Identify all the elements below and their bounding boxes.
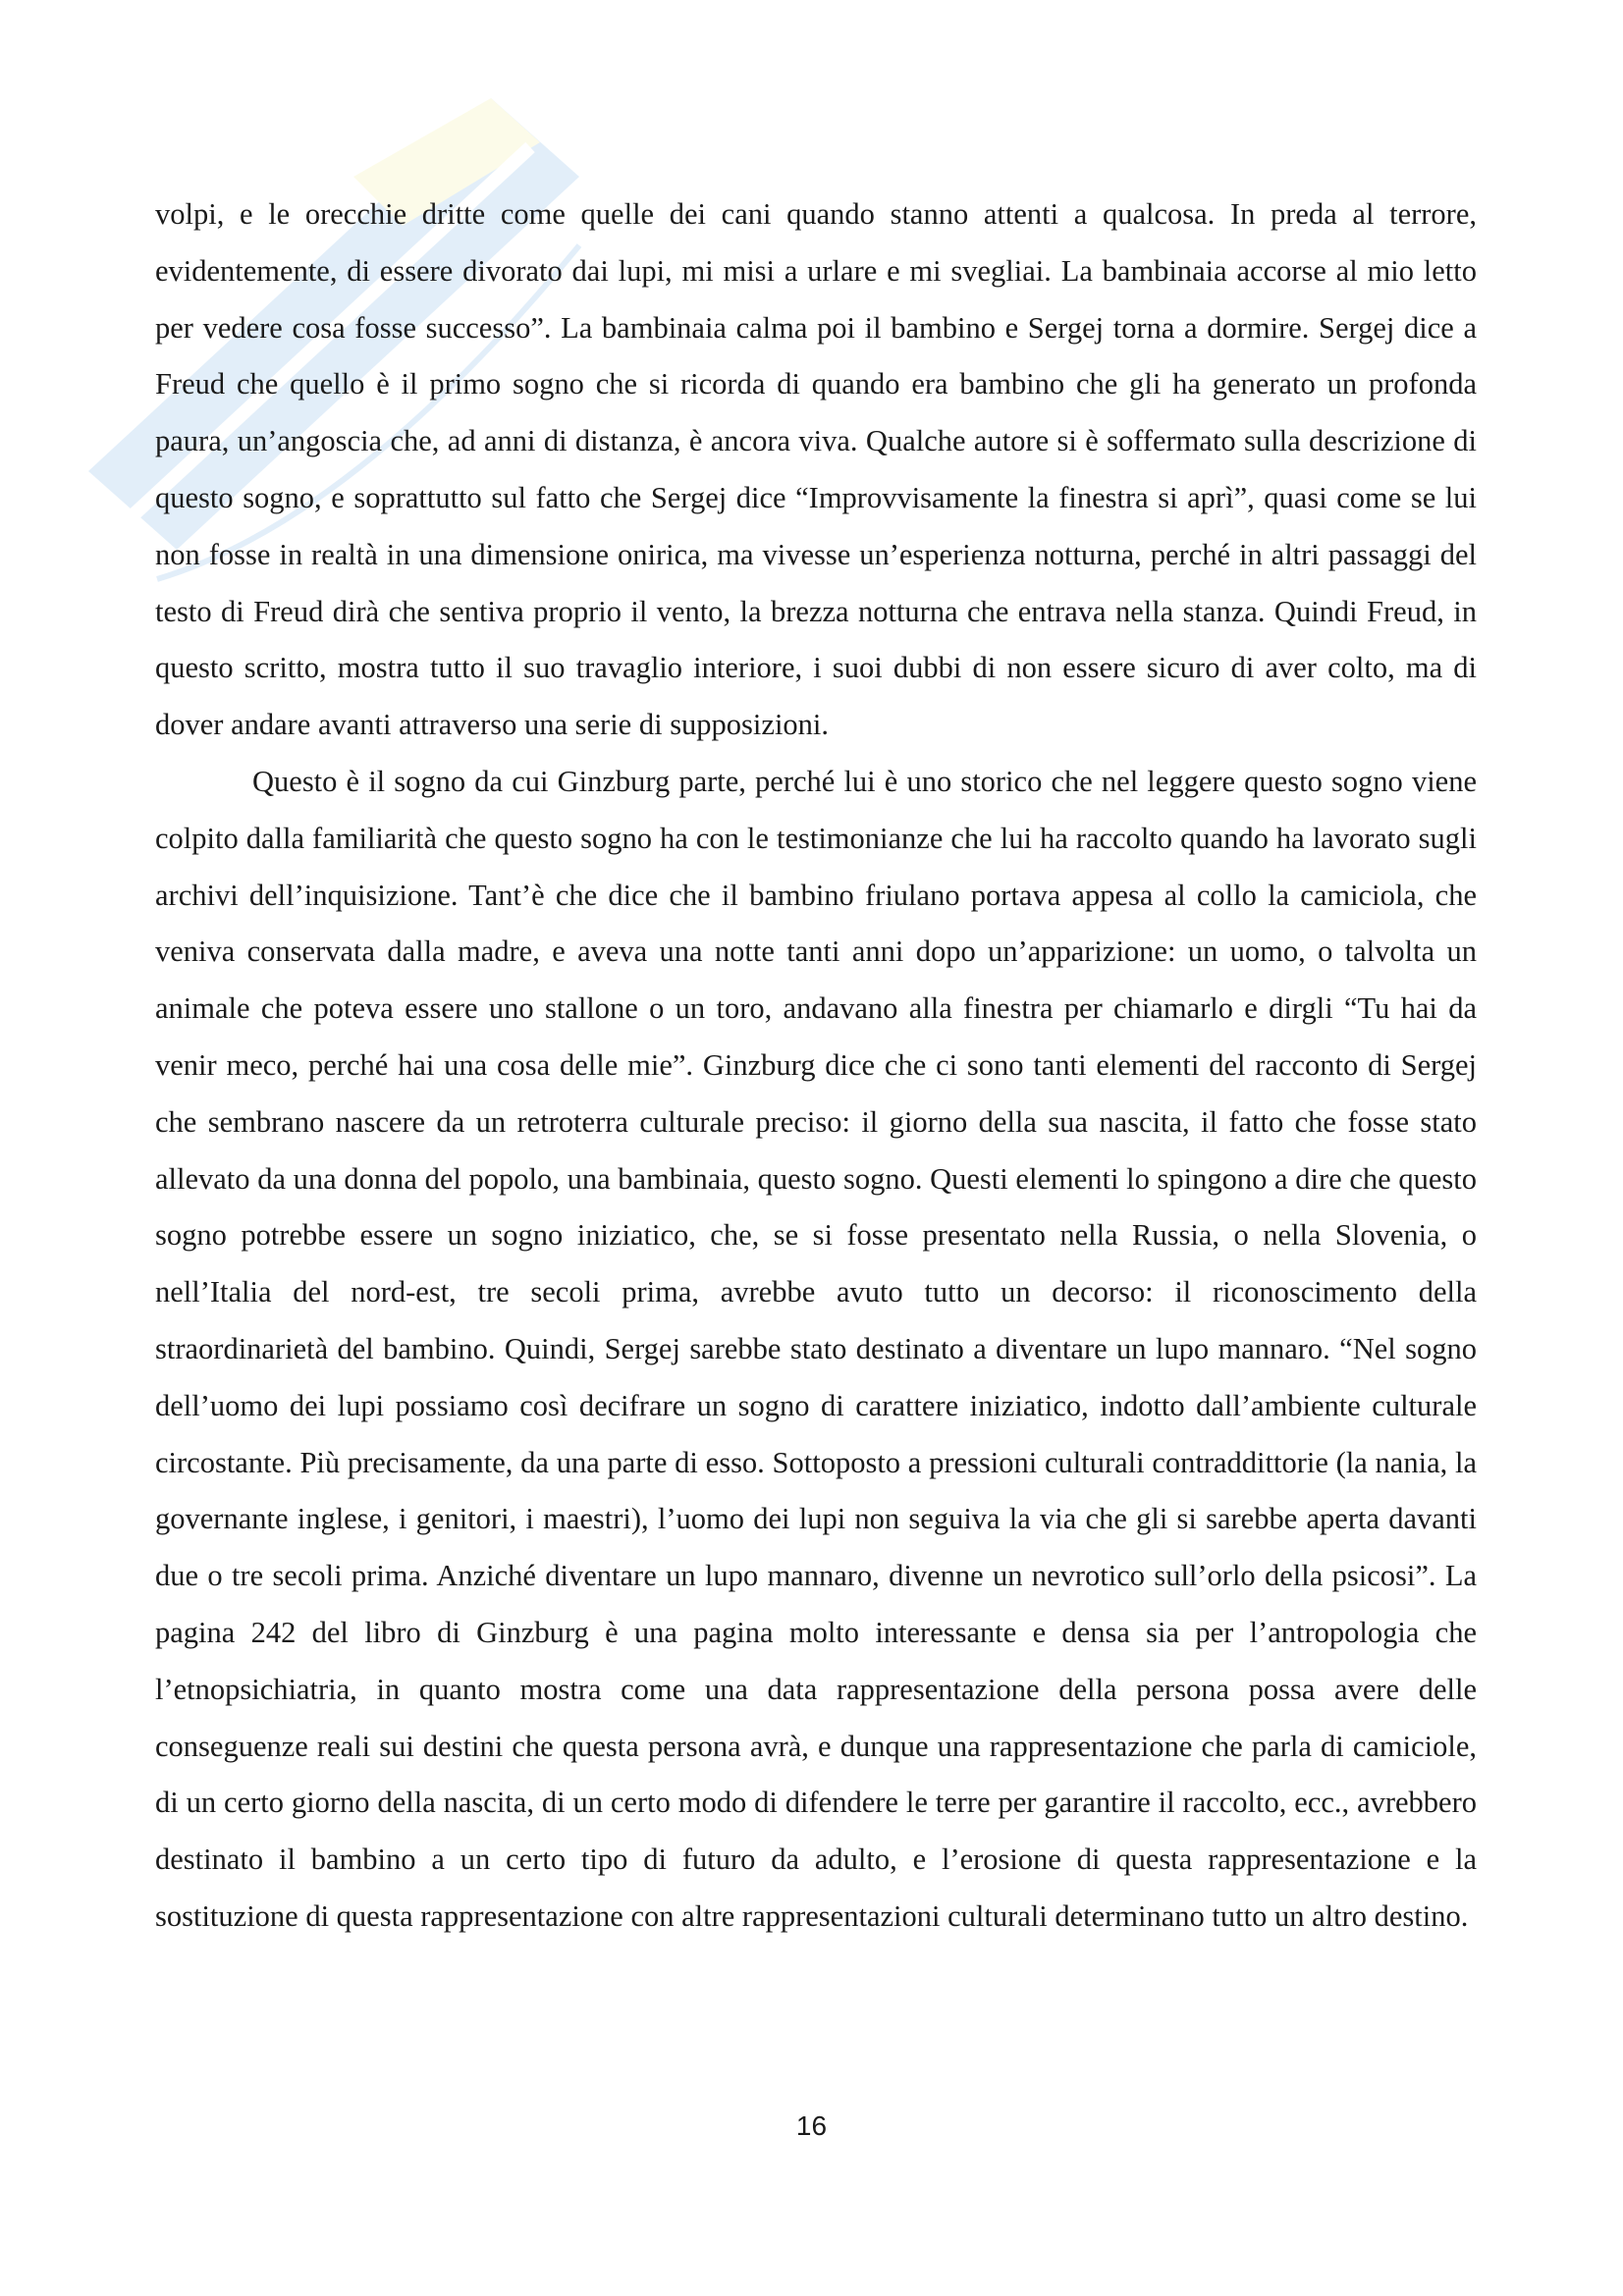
page-body bbox=[155, 187, 1477, 1946]
paragraph-ginzburg: Questo è il sogno da cui Ginzburg parte, perché lui è uno storico che nel leggere questo sogno viene colpito dalla familiarità che questo sogno ha con le testimonianze che lui ha raccolto quando ha lavorato sugli archivi dell’inquisizione. Tant’è che dice che il bambino friulano portava appesa al collo la camiciola, che veniva conservata dalla madre, e aveva una notte tanti anni dopo un’apparizione: un uomo, o talvolta un animale che poteva essere uno stallone o un toro, andavano alla finestra per chiamarlo e dirgli “Tu hai da venir meco, perché hai una cosa delle mie”. Ginzburg dice che ci sono tanti elementi del racconto di Sergej che sembrano nascere da un retroterra culturale preciso: il giorno della sua nascita, il fatto che fosse stato allevato da una donna del popolo, una bambinaia, questo sogno. Questi elementi lo spingono a dire che questo sogno potrebbe essere un sogno iniziatico, che, se si fosse presentato nella Russia, o nella Slovenia, o nell’Italia del nord-est, tre secoli prima, avrebbe avuto tutto un decorso: il riconoscimento della straordinarietà del bambino. Quindi, Sergej sarebbe stato destinato a diventare un lupo mannaro. “Nel sogno dell’uomo dei lupi possiamo così decifrare un sogno di carattere iniziatico, indotto dall’ambiente culturale circostante. Più precisamente, da una parte di esso. Sottoposto a pressioni culturali contraddittorie (la nania, la governante inglese, i genitori, i maestri), l’uomo dei lupi non seguiva la via che gli si sarebbe aperta davanti due o tre secoli prima. Anziché diventare un lupo mannaro, divenne un nevrotico sull’orlo della psicosi”. La pagina 242 del libro di Ginzburg è una pagina molto interessante e densa sia per l’antropologia che l’etnopsichiatria, in quanto mostra come una data rappresentazione della persona possa avere delle conseguenze reali sui destini che questa persona avrà, e dunque una rappresentazione che parla di camiciole, di un certo giorno della nascita, di un certo modo di difendere le terre per garantire il raccolto, ecc., avrebbero destinato il bambino a un certo tipo di futuro da adulto, e l’erosione di questa rappresentazione e la sostituzione di questa rappresentazione con altre rappresentazioni culturali determinano tutto un altro destino. bbox=[155, 764, 1477, 1933]
page-number: 16 bbox=[795, 2110, 828, 2141]
paragraph-continued: volpi, e le orecchie dritte come quelle dei cani quando stanno attenti a qualcosa. In preda al terrore, evidentemente, di essere divorato dai lupi, mi misi a urlare e mi svegliai. La bambinaia accorse al mio letto per vedere cosa fosse successo”. La bambinaia calma poi il bambino e Sergej torna a dormire. Sergej dice a Freud che quello è il primo sogno che si ricorda di quando era bambino che gli ha generato un profonda paura, un’angoscia che, ad anni di distanza, è ancora viva. Qualche autore si è soffermato sulla descrizione di questo sogno, e soprattutto sul fatto che Sergej dice “Improvvisamente la finestra si aprì”, quasi come se lui non fosse in realtà in una dimensione onirica, ma vivesse un’esperienza notturna, perché in altri passaggi del testo di Freud dirà che sentiva proprio il vento, la brezza notturna che entrava nella stanza. Quindi Freud, in questo scritto, mostra tutto il suo travaglio interiore, i suoi dubbi di non essere sicuro di aver colto, ma di dover andare avanti attraverso una serie di supposizioni. bbox=[155, 197, 1477, 742]
